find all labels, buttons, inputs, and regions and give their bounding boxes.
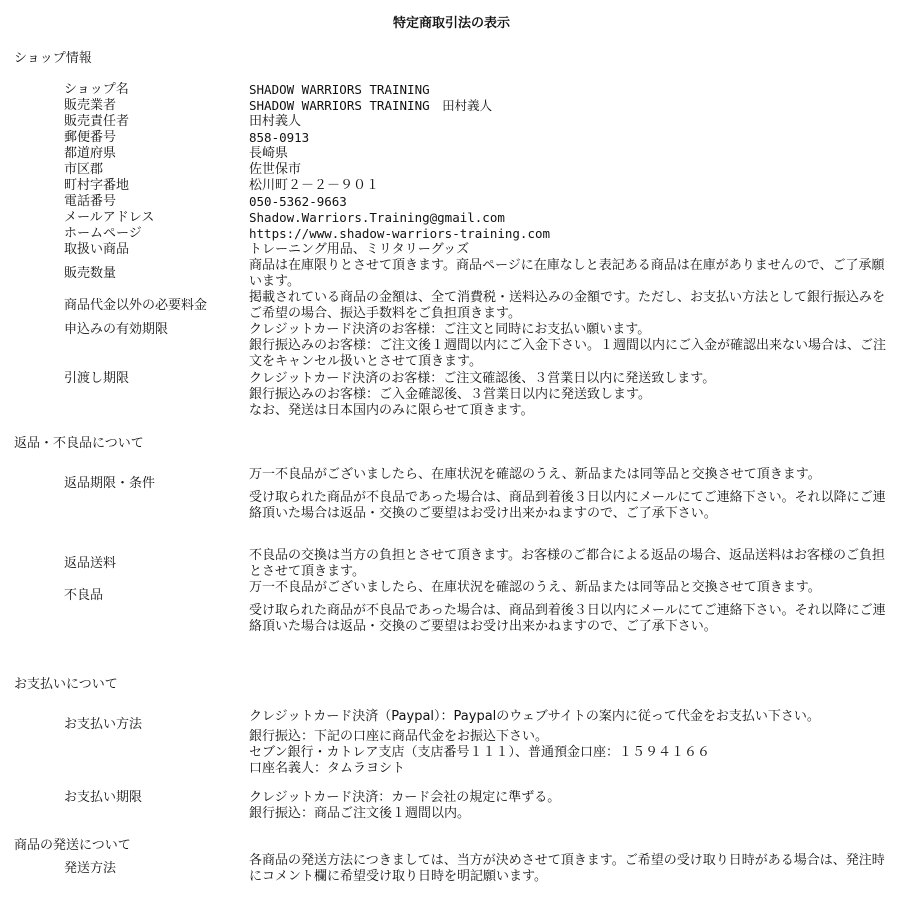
products-value: トレーニング用品、ミリタリーグッズ [249, 242, 470, 257]
phone-label: 電話番号 [64, 194, 117, 209]
page-title: 特定商取引法の表示 [392, 16, 510, 31]
manager-label: 販売責任者 [64, 114, 130, 129]
validity-label: 申込みの有効期限 [64, 322, 169, 337]
homepage-label: ホームページ [64, 226, 142, 241]
payment-deadline-value [249, 790, 889, 822]
address-value: 松川町２－２－９０１ [249, 178, 380, 193]
seller-value: SHADOW WARRIORS TRAINING 田村義人 [249, 98, 493, 113]
manager-value: 田村義人 [249, 114, 302, 129]
payment-method-label: お支払い方法 [64, 717, 143, 732]
validity-value [249, 322, 889, 370]
payment-deadline-label: お支払い期限 [64, 790, 143, 805]
delivery-period-label: 引渡し期限 [64, 371, 130, 386]
city-value: 佐世保市 [249, 162, 302, 177]
delivery-period-value [249, 371, 889, 419]
return-conditions-value [249, 467, 889, 522]
return-conditions-p1: 万一不良品がございましたら、在庫状況を確認のうえ、新品または同等品と交換させて頂きます。 [249, 467, 821, 482]
delivery-line-bank: 銀行振込みのお客様：ご入金確認後、３営業日以内に発送致します。 [249, 387, 651, 402]
return-conditions-p2: 受け取られた商品が不良品であった場合は、商品到着後３日以内にメールにてご連絡下さい。それ以降にご連絡頂いた場合は返品・交換のご要望はお受け出来かねますので、ご了承下さい。 [249, 490, 886, 521]
payment-method-value [249, 709, 889, 777]
section-heading-returns: 返品・不良品について [14, 436, 144, 451]
shipping-method-value: 各商品の発送方法につきましては、当方が決めさせて頂きます。ご希望の受け取り日時がある場合は、発注時にコメント欄に希望受け取り日時を明記願います。 [249, 853, 885, 884]
email-value: Shadow.Warriors.Training@gmail.com [249, 210, 505, 225]
payment-method-bank: 銀行振込：下記の口座に商品代金をお振込下さい。 [249, 729, 549, 744]
section-heading-shipping: 商品の発送について [14, 838, 131, 853]
return-shipping-value: 不良品の交換は当方の負担とさせて頂きます。お客様のご都合による返品の場合、返品送料はお客様のご負担とさせて頂きます。 [249, 548, 885, 579]
delivery-line-credit: クレジットカード決済のお客様：ご注文確認後、３営業日以内に発送致します。 [249, 371, 716, 386]
validity-line-credit: クレジットカード決済のお客様：ご注文と同時にお支払い願います。 [249, 322, 651, 337]
address-label: 町村字番地 [64, 178, 130, 193]
payment-method-account: セブン銀行・カトレア支店（支店番号１１１）、普通預金口座：１５９４１６６ [249, 745, 710, 760]
quantity-value: 商品は在庫限りとさせて頂きます。商品ページに在庫なしと表記ある商品は在庫がありませんので、ご了承願います。 [249, 258, 885, 289]
shipping-method-label: 発送方法 [64, 861, 117, 876]
defective-value [249, 580, 889, 635]
validity-line-bank: 銀行振込みのお客様：ご注文後１週間以内にご入金下さい。１週間以内にご入金が確認出来ない場合は、ご注文をキャンセル扱いとさせて頂きます。 [249, 338, 887, 369]
quantity-label: 販売数量 [64, 266, 117, 281]
section-heading-shop: ショップ情報 [14, 51, 92, 66]
payment-deadline-bank: 銀行振込：商品ご注文後１週間以内。 [249, 806, 471, 821]
fees-label: 商品代金以外の必要料金 [64, 298, 208, 313]
city-label: 市区郡 [64, 162, 104, 177]
email-label: メールアドレス [64, 210, 155, 225]
return-conditions-label: 返品期限・条件 [64, 476, 156, 491]
defective-label: 不良品 [64, 588, 104, 603]
postal-label: 郵便番号 [64, 130, 117, 145]
defective-p2: 受け取られた商品が不良品であった場合は、商品到着後３日以内にメールにてご連絡下さい。それ以降にご連絡頂いた場合は返品・交換のご要望はお受け出来かねますので、ご了承下さい。 [249, 603, 886, 634]
prefecture-label: 都道府県 [64, 146, 117, 161]
payment-method-holder: 口座名義人：タムラヨシト [249, 761, 406, 776]
products-label: 取扱い商品 [64, 242, 130, 257]
seller-label: 販売業者 [64, 98, 117, 113]
homepage-value: https://www.shadow-warriors-training.com [249, 226, 551, 241]
fees-value: 掲載されている商品の金額は、全て消費税・送料込みの金額です。ただし、お支払い方法として銀行振込みをご希望の場合、振込手数料をご負担頂きます。 [249, 290, 885, 321]
payment-method-paypal: クレジットカード決済（Paypal）：Paypalのウェブサイトの案内に従って代金をお支払い下さい。 [249, 709, 820, 724]
return-shipping-label: 返品送料 [64, 556, 117, 571]
defective-p1: 万一不良品がございましたら、在庫状況を確認のうえ、新品または同等品と交換させて頂きます。 [249, 580, 821, 595]
section-heading-payment: お支払いについて [14, 677, 118, 692]
payment-deadline-credit: クレジットカード決済：カード会社の規定に準ずる。 [249, 790, 561, 805]
postal-value: 858-0913 [249, 130, 310, 145]
shop-name-value: SHADOW WARRIORS TRAINING [249, 82, 430, 97]
prefecture-value: 長崎県 [249, 146, 289, 161]
delivery-line-domestic: なお、発送は日本国内のみに限らせて頂きます。 [249, 403, 534, 418]
shop-name-label: ショップ名 [64, 82, 129, 97]
phone-value: 050-5362-9663 [249, 194, 347, 209]
